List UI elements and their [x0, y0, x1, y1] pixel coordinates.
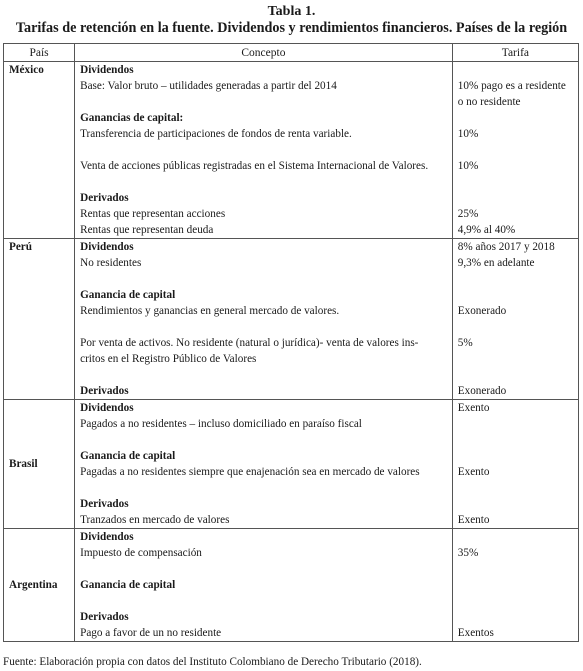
rate-value: Exonerado — [457, 305, 507, 317]
concept-item: Rentas que representan deuda — [80, 224, 214, 236]
rate-value: 8% años 2017 y 2018 — [457, 241, 555, 253]
section-heading: Dividendos — [80, 64, 134, 76]
country-brasil — [4, 400, 75, 529]
rate-value: o no residente — [457, 96, 521, 108]
concept-item: No residentes — [80, 257, 142, 269]
table-title: Tabla 1. — [267, 4, 316, 19]
rate-value: 35% — [457, 547, 479, 559]
concept-item: Rendimientos y ganancias en general mercado de valores. — [80, 305, 340, 317]
section-heading: Derivados — [80, 192, 129, 204]
concept-item: Pagadas a no residentes siempre que enajenación sea en mercado de valores — [80, 466, 420, 478]
concept-item: Pagados a no residentes – incluso domiciliado en paraíso fiscal — [80, 418, 362, 430]
table-header-row — [4, 44, 579, 62]
rate-value: 4,9% al 40% — [457, 224, 516, 236]
rate-value: 5% — [457, 337, 473, 349]
header-rate: Tarifa — [452, 44, 578, 62]
country-mexico — [4, 62, 75, 239]
concept-item: Venta de acciones públicas registradas en el Sistema Internacional de Valores. — [80, 160, 429, 172]
section-heading: Dividendos — [80, 241, 134, 253]
header-concept: Concepto — [75, 44, 453, 62]
rate-value: Exentos — [457, 627, 494, 639]
concept-cell-argentina — [75, 529, 453, 642]
rate-value: 25% — [457, 208, 479, 220]
table-row-mexico — [4, 62, 579, 239]
concept-item: Base: Valor bruto – utilidades generadas a partir del 2014 — [80, 80, 337, 92]
concept-item: Pago a favor de un no residente — [80, 627, 222, 639]
rate-value: Exento — [457, 466, 490, 478]
country-label: Argentina — [9, 579, 58, 591]
country-label: Perú — [9, 241, 32, 253]
rate-value: 10% — [457, 160, 479, 172]
concept-item: Por venta de activos. No residente (natural o jurídica)- venta de valores ins- — [80, 337, 419, 349]
section-heading: Ganancias de capital: — [80, 112, 184, 124]
rate-cell-mexico — [452, 62, 578, 239]
section-heading: Dividendos — [80, 531, 134, 543]
concept-item: critos en el Registro Público de Valores — [80, 353, 257, 365]
country-label: Brasil — [9, 458, 38, 470]
source-note: Fuente: Elaboración propia con datos del Instituto Colombiano de Derecho Tributario (2018). — [3, 656, 422, 668]
section-heading: Ganancia de capital — [80, 289, 176, 301]
section-heading: Ganancia de capital — [80, 450, 176, 462]
rate-value: 9,3% en adelante — [457, 257, 535, 269]
withholding-rates-table — [3, 43, 579, 642]
country-peru — [4, 239, 75, 400]
concept-cell-peru — [75, 239, 453, 400]
rate-value: Exento — [457, 514, 490, 526]
concept-item: Tranzados en mercado de valores — [80, 514, 230, 526]
country-label: México — [9, 64, 44, 76]
concept-cell-mexico — [75, 62, 453, 239]
rate-value: 10% pago es a residente — [457, 80, 566, 92]
concept-item: Impuesto de compensación — [80, 547, 202, 559]
table-row-argentina — [4, 529, 579, 642]
rate-value: Exento — [457, 402, 490, 414]
header-country: País — [4, 44, 75, 62]
rate-value: 10% — [457, 128, 479, 140]
table-row-brasil — [4, 400, 579, 529]
country-argentina — [4, 529, 75, 642]
concept-cell-brasil — [75, 400, 453, 529]
concept-item: Rentas que representan acciones — [80, 208, 226, 220]
section-heading: Derivados — [80, 498, 129, 510]
section-heading: Dividendos — [80, 402, 134, 414]
rate-cell-argentina — [452, 529, 578, 642]
rate-value: Exonerado — [457, 385, 507, 397]
table-subtitle: Tarifas de retención en la fuente. Dividendos y rendimientos financieros. Países de la región — [15, 20, 568, 36]
section-heading: Derivados — [80, 611, 129, 623]
table-row-peru — [4, 239, 579, 400]
section-heading: Ganancia de capital — [80, 579, 176, 591]
rate-cell-brasil — [452, 400, 578, 529]
rate-cell-peru — [452, 239, 578, 400]
concept-item: Transferencia de participaciones de fondos de renta variable. — [80, 128, 352, 140]
section-heading: Derivados — [80, 385, 129, 397]
